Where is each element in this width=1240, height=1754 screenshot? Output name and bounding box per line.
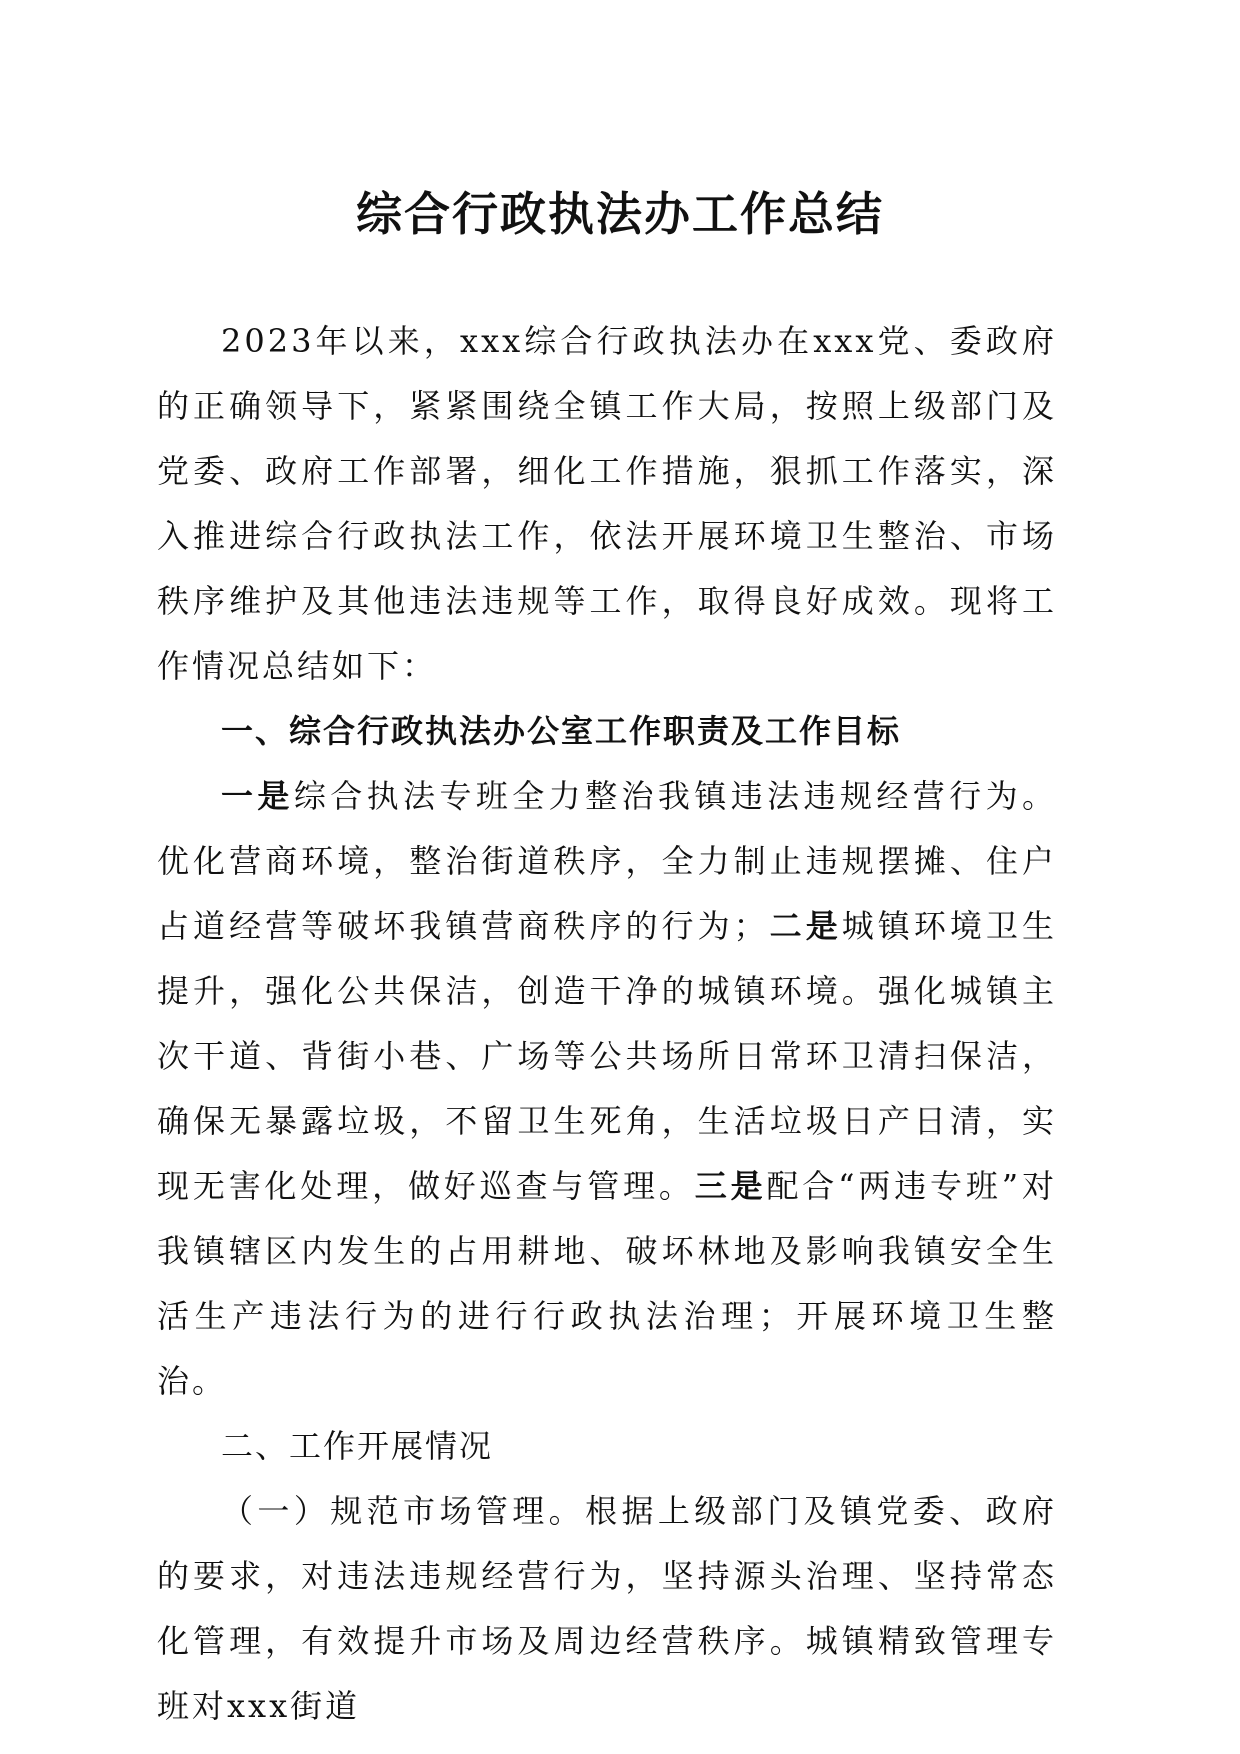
point-2-lead: 二是 <box>768 907 842 945</box>
subsection-1-paragraph: （一）规范市场管理。根据上级部门及镇党委、政府的要求，对违法违规经营行为，坚持源头治理、坚持常态化管理，有效提升市场及周边经营秩序。城镇精致管理专班对xxx街道 <box>157 1492 1057 1725</box>
point-2-text: 城镇环境卫生提升，强化公共保洁，创造干净的城镇环境。强化城镇主次干道、背街小巷、广场等公共场所日常环卫清扫保洁，确保无暴露垃圾，不留卫生死角，生活垃圾日产日清，实现无害化处理，做好巡查与管理。 <box>157 907 1057 1205</box>
point-1-text: 综合执法专班全力整治我镇违法违规经营行为。优化营商环境，整治街道秩序，全力制止违规摆摊、住户占道经营等破坏我镇营商秩序的行为； <box>157 777 1057 945</box>
document-title: 综合行政执法办工作总结 <box>356 187 884 241</box>
intro-paragraph: 2023年以来，xxx综合行政执法办在xxx党、委政府的正确领导下，紧紧围绕全镇工作大局，按照上级部门及党委、政府工作部署，细化工作措施，狠抓工作落实，深入推进综合行政执法工作，依法开展环境卫生整治、市场秩序维护及其他违法违规等工作，取得良好成效。现将工作情况总结如下： <box>157 322 1057 685</box>
point-1-lead: 一是 <box>221 777 294 815</box>
section-2-heading: 二、工作开展情况 <box>221 1427 494 1465</box>
section-1-paragraph <box>157 764 1057 1414</box>
point-3-lead: 三是 <box>694 1167 767 1205</box>
section-1-heading: 一、综合行政执法办公室工作职责及工作目标 <box>221 712 902 750</box>
point-3-text: 配合“两违专班”对我镇辖区内发生的占用耕地、破坏林地及影响我镇安全生活生产违法行为的进行行政执法治理；开展环境卫生整治。 <box>157 1167 1057 1400</box>
document-body <box>157 309 1057 1739</box>
